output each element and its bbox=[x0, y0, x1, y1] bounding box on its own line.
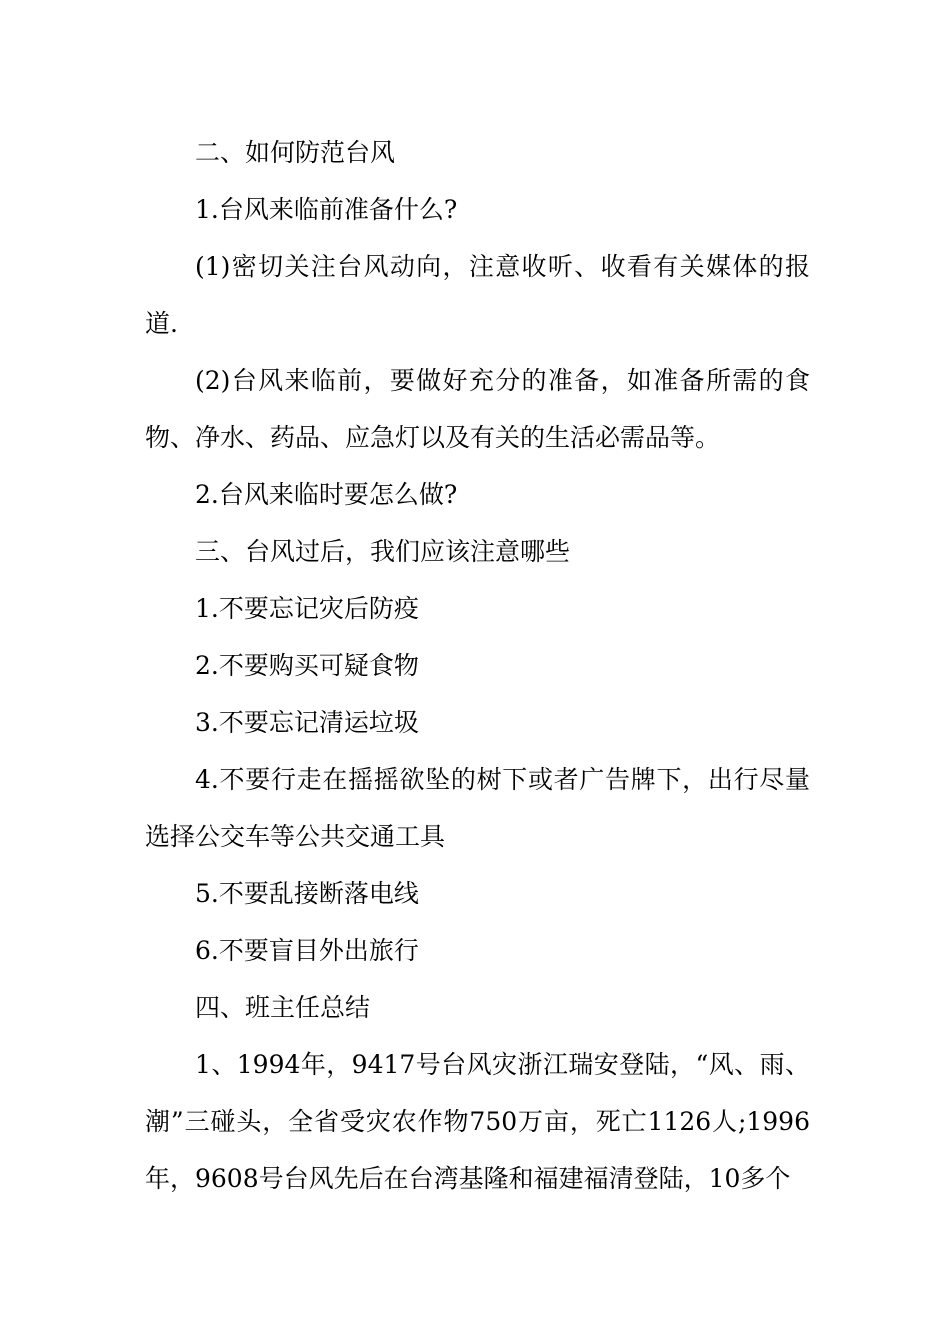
paragraph-monitor-typhoon: (1)密切关注台风动向，注意收听、收看有关媒体的报道. bbox=[145, 252, 810, 338]
section-heading-prevention: 二、如何防范台风 bbox=[195, 138, 396, 167]
list-item-power-lines: 5.不要乱接断落电线 bbox=[195, 879, 419, 908]
list-item-epidemic-prevention: 1.不要忘记灾后防疫 bbox=[195, 594, 419, 623]
list-item-trees-billboards: 4.不要行走在摇摇欲坠的树下或者广告牌下，出行尽量选择公交车等公共交通工具 bbox=[145, 765, 810, 851]
list-item-travel: 6.不要盲目外出旅行 bbox=[195, 936, 419, 965]
subheading-before-typhoon: 1.台风来临前准备什么? bbox=[195, 195, 458, 224]
paragraph-summary-history: 1、1994年，9417号台风灾浙江瑞安登陆，“风、雨、潮”三碰头，全省受灾农作物750万亩，死亡1126人;1996年，9608号台风先后在台湾基隆和福建福清登陆，10多个 bbox=[145, 1050, 810, 1193]
subheading-during-typhoon: 2.台风来临时要怎么做? bbox=[195, 480, 458, 509]
section-heading-after-typhoon: 三、台风过后，我们应该注意哪些 bbox=[195, 537, 571, 566]
list-item-garbage: 3.不要忘记清运垃圾 bbox=[195, 708, 419, 737]
section-heading-summary: 四、班主任总结 bbox=[195, 993, 371, 1022]
paragraph-prepare-supplies: (2)台风来临前，要做好充分的准备，如准备所需的食物、净水、药品、应急灯以及有关的生活必需品等。 bbox=[145, 366, 810, 452]
list-item-suspicious-food: 2.不要购买可疑食物 bbox=[195, 651, 419, 680]
